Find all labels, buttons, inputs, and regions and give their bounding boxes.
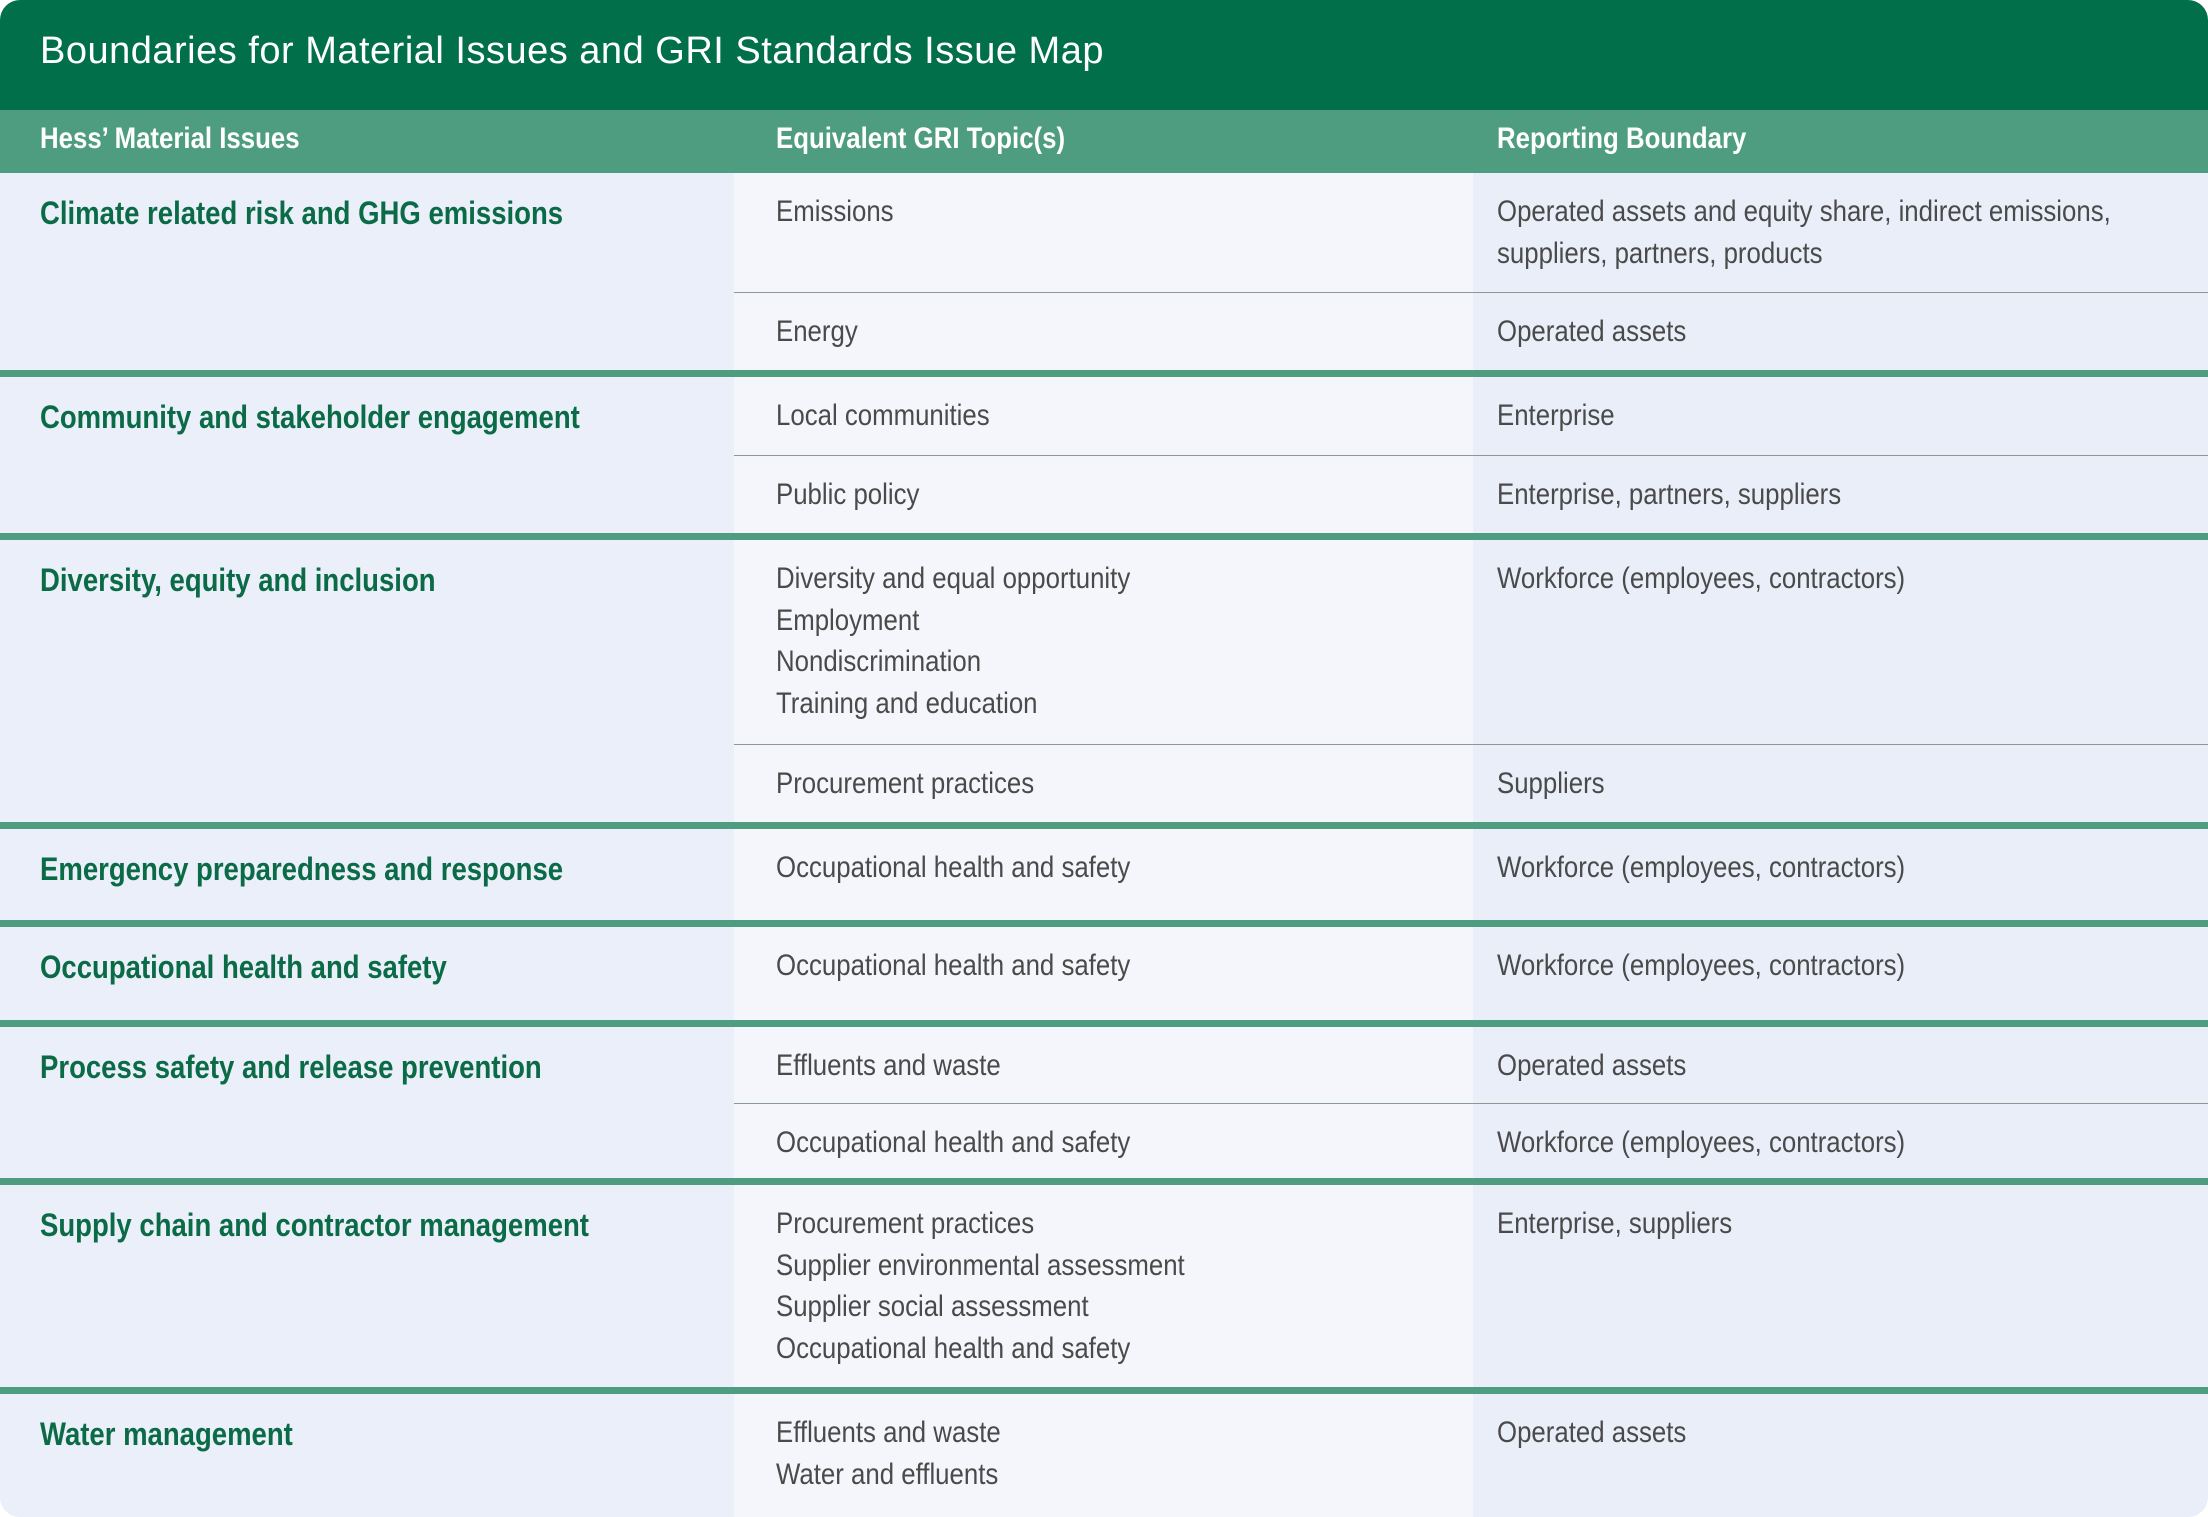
boundary-line: Enterprise, partners, suppliers (1497, 478, 1842, 511)
reporting-boundary (1497, 474, 1841, 516)
group-divider (0, 370, 2208, 377)
gri-topics (776, 1203, 1185, 1369)
material-issue-label: Community and stakeholder engagement (40, 399, 580, 435)
gri-topic-line: Occupational health and safety (776, 1126, 1131, 1159)
reporting-boundary (1497, 847, 1905, 889)
group-divider (0, 533, 2208, 540)
gri-topic-line: Public policy (776, 478, 920, 511)
boundary-line: Workforce (employees, contractors) (1497, 949, 1906, 982)
material-issue-label: Occupational health and safety (40, 949, 447, 985)
material-issue-label: Climate related risk and GHG emissions (40, 195, 564, 231)
boundary-line: Workforce (employees, contractors) (1497, 1126, 1906, 1159)
group-divider (0, 1178, 2208, 1185)
boundary-line: Workforce (employees, contractors) (1497, 562, 1906, 595)
table-title: Boundaries for Material Issues and GRI Standards Issue Map (40, 30, 1104, 72)
material-issue-label: Process safety and release prevention (40, 1049, 542, 1085)
header-gri-topics: Equivalent GRI Topic(s) (776, 122, 1066, 155)
boundary-line: Operated assets (1497, 1416, 1687, 1449)
reporting-boundary (1497, 1122, 1905, 1164)
reporting-boundary (1497, 311, 1686, 353)
header-reporting-boundary: Reporting Boundary (1497, 122, 1747, 155)
gri-topics (776, 847, 1130, 889)
gri-topic-line: Employment (776, 603, 920, 637)
boundary-line: Operated assets (1497, 315, 1687, 348)
gri-topics (776, 1122, 1130, 1164)
gri-topic-line: Supplier environmental assessment (776, 1248, 1185, 1282)
boundary-line: Enterprise, suppliers (1497, 1207, 1733, 1240)
group-divider (0, 920, 2208, 927)
gri-topic-line: Diversity and equal opportunity (776, 562, 1131, 595)
gri-topic-line: Effluents and waste (776, 1416, 1001, 1449)
material-issue-label: Supply chain and contractor management (40, 1207, 589, 1243)
boundary-line: Operated assets (1497, 1049, 1687, 1082)
gri-topic-line: Effluents and waste (776, 1049, 1001, 1082)
gri-topic-line: Energy (776, 315, 858, 348)
material-issue-label: Diversity, equity and inclusion (40, 562, 436, 598)
gri-topics (776, 558, 1130, 724)
gri-topic-line: Supplier social assessment (776, 1290, 1089, 1323)
gri-topic-line: Training and education (776, 686, 1038, 720)
reporting-boundary (1497, 1412, 1686, 1454)
material-issue-label: Water management (40, 1416, 293, 1452)
boundary-line: Operated assets and equity share, indirect emissions, (1497, 195, 2111, 228)
gri-topic-line: Occupational health and safety (776, 1331, 1131, 1365)
reporting-boundary (1497, 1203, 1732, 1245)
gri-topic-line: Nondiscrimination (776, 645, 982, 678)
gri-topics (776, 763, 1034, 805)
gri-topics (776, 311, 858, 353)
material-issue-label: Emergency preparedness and response (40, 851, 564, 887)
boundary-line: Workforce (employees, contractors) (1497, 851, 1906, 884)
gri-topics (776, 1045, 1001, 1087)
reporting-boundary (1497, 191, 2111, 274)
reporting-boundary (1497, 1045, 1686, 1087)
gri-topics (776, 191, 894, 233)
gri-topics (776, 1412, 1001, 1495)
gri-topic-line: Occupational health and safety (776, 949, 1131, 982)
gri-topics (776, 395, 990, 437)
gri-topic-line: Water and effluents (776, 1457, 999, 1491)
gri-topic-line: Procurement practices (776, 1207, 1035, 1240)
group-divider (0, 822, 2208, 829)
reporting-boundary (1497, 558, 1905, 600)
header-material-issues: Hess’ Material Issues (40, 122, 300, 155)
group-divider (0, 1387, 2208, 1394)
gri-topics (776, 474, 919, 516)
reporting-boundary (1497, 395, 1615, 437)
gri-topic-line: Emissions (776, 195, 894, 228)
reporting-boundary (1497, 945, 1905, 987)
gri-topic-line: Procurement practices (776, 767, 1035, 800)
boundary-line: Enterprise (1497, 399, 1615, 432)
gri-topic-line: Occupational health and safety (776, 851, 1131, 884)
gri-topic-line: Local communities (776, 399, 990, 432)
boundary-line: Suppliers (1497, 767, 1605, 800)
boundary-line: suppliers, partners, products (1497, 236, 1823, 270)
group-divider (0, 1020, 2208, 1027)
reporting-boundary (1497, 763, 1605, 805)
gri-topics (776, 945, 1130, 987)
